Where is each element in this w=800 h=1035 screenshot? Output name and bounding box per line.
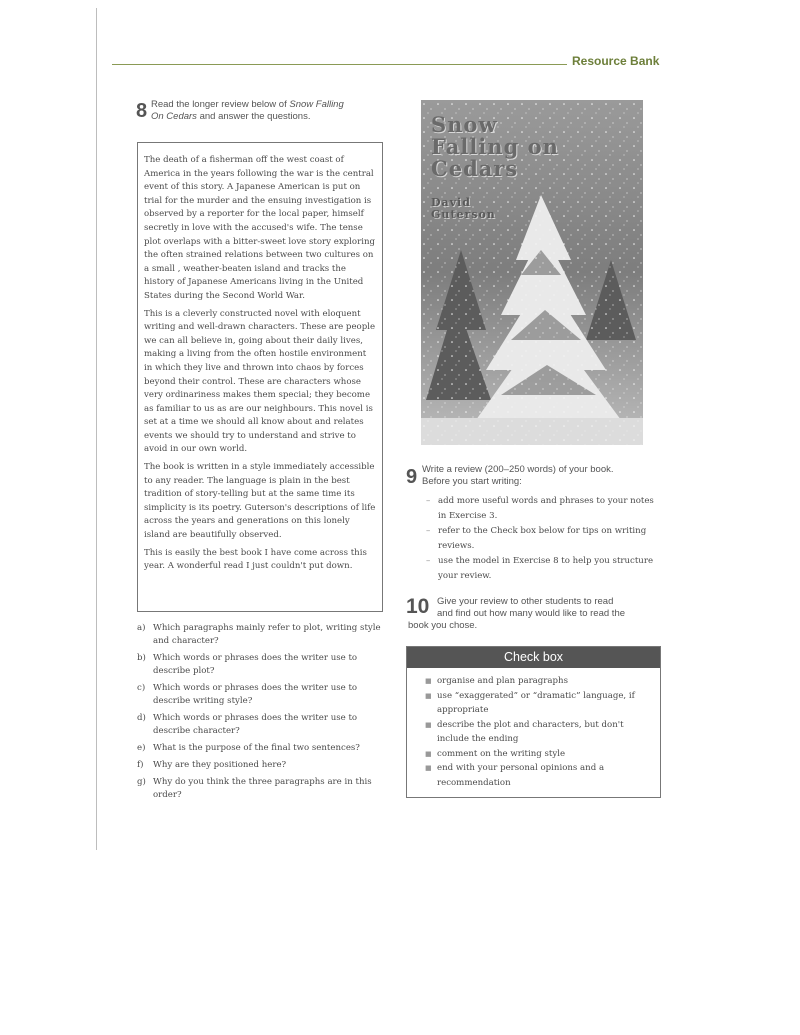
review-paragraph-2: This is a cleverly constructed novel with eloquent writing and well-drawn characters. These are people we can all believe in, going about their daily lives, making a living from the often hostile environment in which they live and thrown into chaos by forces beyond their control. These are characters whose very ordinariness makes them special; they become as familiar to us as are our neighbours. This novel is set at a time we should all know about and relates events we should try to understand and strive to avoid in our own world.: [144, 308, 376, 455]
review-paragraph-3: The book is written in a style immediately accessible to any reader. The language is plain in the best tradition of story-telling but at the same time its simplicity is its poetry. Guterson's descriptions of life across the years and generations on this lonely island are beautifully observed.: [144, 462, 376, 541]
exercise-10-line-1: Give your review to other students to read: [437, 596, 614, 607]
bullet-icon: ■: [425, 691, 432, 700]
instruction-line: Write a review (200–250 words) of your book.: [422, 464, 614, 475]
question-item: [137, 776, 387, 802]
question-text: Why are they positioned here?: [153, 760, 287, 770]
check-box-title: Check box: [407, 647, 660, 668]
question-text: Why do you think the three paragraphs are in this order?: [153, 777, 372, 800]
instruction-text: Read the longer review below of: [151, 99, 290, 110]
exercise-8-number: 8: [136, 100, 148, 122]
header-rule: [112, 64, 567, 65]
question-item: [137, 622, 387, 648]
instruction-line: Before you start writing:: [422, 476, 522, 487]
question-label: d): [137, 713, 146, 723]
dash-bullet: –: [426, 526, 431, 536]
tip-text: refer to the Check box below for tips on writing reviews.: [438, 526, 647, 551]
exercise-10-number: 10: [406, 595, 430, 618]
resource-bank-title: Resource Bank: [572, 54, 660, 68]
cover-title-line: Falling on: [431, 134, 559, 159]
bullet-icon: ■: [425, 764, 432, 772]
instruction-text: and answer the questions.: [196, 111, 311, 122]
dash-bullet: –: [426, 556, 431, 566]
check-item: [425, 689, 652, 718]
writing-tips-list: [426, 494, 662, 584]
question-label: f): [137, 760, 144, 770]
bullet-icon: ■: [425, 677, 432, 685]
page-edge: [96, 8, 97, 850]
question-text: Which words or phrases does the writer use to describe plot?: [153, 653, 358, 676]
exercise-9-number: 9: [406, 466, 418, 488]
check-item-text: comment on the writing style: [437, 748, 566, 759]
question-label: c): [137, 683, 146, 693]
cover-title-line: Cedars: [431, 156, 519, 181]
tip-item: [426, 494, 662, 523]
check-box: [406, 646, 661, 798]
cover-author-line: Guterson: [431, 208, 496, 221]
book-title-italic: Snow Falling: [289, 99, 344, 110]
bullet-icon: ■: [425, 749, 432, 758]
book-cover-image: [421, 100, 643, 445]
question-label: a): [137, 623, 146, 633]
question-item: [137, 652, 387, 678]
question-item: [137, 742, 387, 755]
exercise-10-line-2: and find out how many would like to read the: [437, 608, 626, 619]
question-text: Which words or phrases does the writer use to describe character?: [153, 713, 358, 736]
cover-title: [431, 114, 559, 180]
cover-author: [431, 197, 496, 221]
tip-text: add more useful words and phrases to your notes in Exercise 3.: [438, 496, 654, 521]
review-paragraph-1: The death of a fisherman off the west coast of America in the years following the war is the central event of this story. A Japanese American is put on trial for the murder and the ensuing investigation is observed by a reporter for the local paper, himself secretly in love with the accused's wife. The tense plot overlaps with a bitter-sweet love story exploring the often strained relations between two cultures on a small , weather-beaten island and tracks the history of Japanese Americans living in the United States during the Second World War.: [144, 155, 375, 301]
check-item: [425, 718, 652, 747]
question-text: Which words or phrases does the writer use to describe writing style?: [153, 683, 358, 706]
question-text: Which paragraphs mainly refer to plot, writing style and character?: [153, 623, 381, 646]
cover-title-line: Snow: [431, 112, 498, 137]
question-label: b): [137, 653, 146, 663]
check-item: [425, 761, 652, 790]
bullet-icon: ■: [425, 720, 432, 729]
check-item-text: end with your personal opinions and a recommendation: [437, 763, 605, 788]
check-box-list: [407, 668, 660, 790]
tip-item: [426, 524, 662, 553]
check-item: [425, 674, 652, 689]
exercise-10-line-3: book you chose.: [408, 620, 478, 631]
tip-item: [426, 554, 662, 583]
check-item: [425, 747, 652, 762]
exercise-9-instruction: [422, 464, 662, 488]
question-label: e): [137, 743, 146, 753]
exercise-8-instruction: [151, 99, 391, 123]
check-item-text: describe the plot and characters, but don't include the ending: [437, 719, 624, 744]
dash-bullet: –: [426, 496, 431, 506]
book-title-italic: On Cedars: [151, 111, 197, 122]
question-item: [137, 682, 387, 708]
tip-text: use the model in Exercise 8 to help you structure your review.: [438, 556, 654, 581]
question-item: [137, 759, 387, 772]
question-list: [137, 622, 387, 806]
check-item-text: use “exaggerated” or “dramatic” language, if appropriate: [437, 690, 635, 715]
question-item: [137, 712, 387, 738]
check-item-text: organise and plan paragraphs: [437, 676, 568, 686]
question-text: What is the purpose of the final two sentences?: [153, 743, 360, 753]
cover-author-line: David: [431, 196, 471, 209]
review-box: [137, 142, 383, 612]
question-label: g): [137, 777, 146, 787]
review-paragraph-4: This is easily the best book I have come across this year. A wonderful read I just couldn't put down.: [144, 547, 367, 572]
